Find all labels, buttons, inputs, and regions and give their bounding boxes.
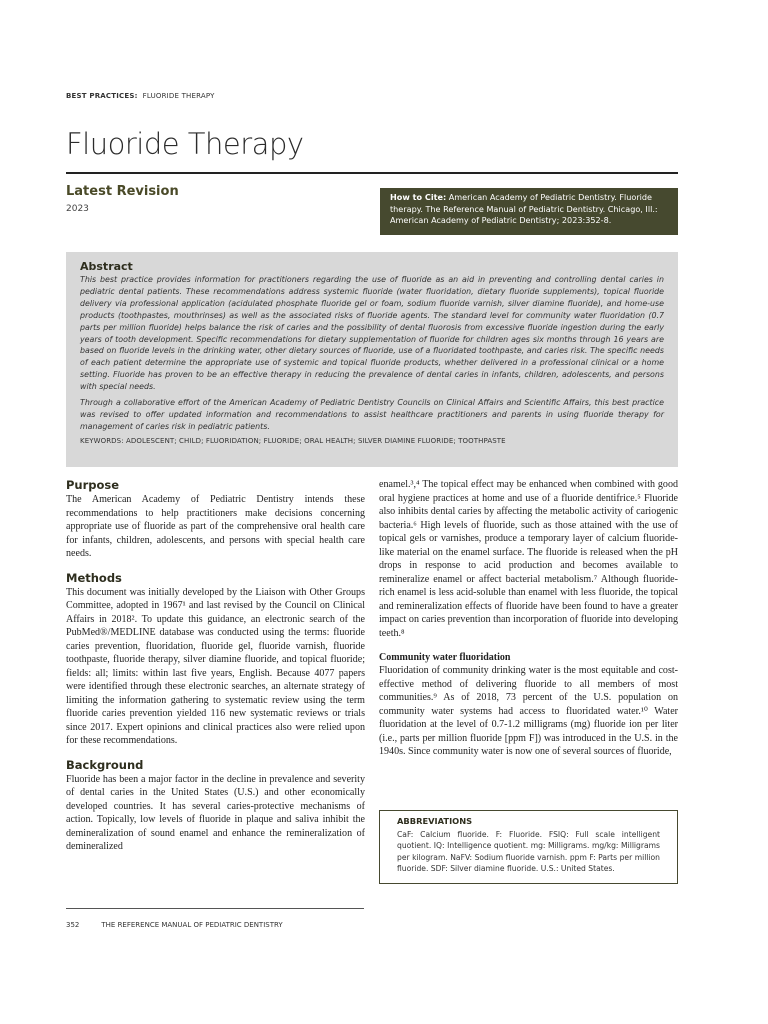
section-text-methods: This document was initially developed by the Liaison with Other Groups Committee, adopted in 1967¹ and last revised by the Council on Clinical Affairs in 2018². To update this guidance, an electronic search of the PubMed®/MEDLINE database was conducted using the terms: fluoride caries prevention, fluoridation, fluoride gel, fluoride varnish, fluoride toothpaste, fluoride therapy, silver diamine fluoride, and topical fluoride; fields: all; limits: within last five years, English. Because 4077 papers were identified through these electronic searches, an alternate strategy of limiting the information gathering to systematic review using the term fluoride caries prevention yielded 116 new systematic reviews or trials since 2017. Expert opinions and clinical practices also were relied upon for these recommendations. <box>66 586 365 746</box>
section-text-background-continued: enamel.³,⁴ The topical effect may be enhanced when combined with good oral hygiene practices at home and use of a fluoride dentifrice.⁵ Fluoride also inhibits dental caries by affecting the metabolic activity of cariogenic bacteria.⁶ High levels of fluoride, such as those attained with the use of topical gels or varnishes, produce a temporary layer of calcium fluoride-like material on the enamel surface. The fluoride is released when the pH drops in response to acid production and becomes available to remineralize enamel or affect bacterial metabolism.⁷ Although fluoride-rich enamel is less acid-soluble than enamel with less fluoride, the topical and remineralization effects of fluoride have been found to have a greater impact on caries prevention than incorporation of fluoride into developing teeth.⁸ <box>379 479 678 639</box>
right-column <box>379 478 678 769</box>
revision-heading: Latest Revision <box>66 184 179 199</box>
abstract-heading: Abstract <box>80 260 133 273</box>
section-heading-community-water: Community water fluoridation <box>379 652 511 663</box>
left-column <box>66 478 365 864</box>
breadcrumb-topic: FLUORIDE THERAPY <box>142 92 215 100</box>
abstract-paragraph: Through a collaborative effort of the American Academy of Pediatric Dentistry Councils on Clinical Affairs and Scientific Affairs, this best practice was revised to offer updated information and recommendations to assist healthcare practitioners and parents in using fluoride therapy for management of caries risk in pediatric patients. <box>80 398 664 431</box>
abbreviations-heading: ABBREVIATIONS <box>397 816 473 826</box>
page-title: Fluoride Therapy <box>66 127 304 161</box>
keywords-line: KEYWORDS: ADOLESCENT; CHILD; FLUORIDATION; FLUORIDE; ORAL HEALTH; SILVER DIAMINE FLUORIDE; TOOTHPASTE <box>80 436 506 445</box>
section-text-community-water: Fluoridation of community drinking water is the most equitable and cost-effective method of delivering fluoride to all members of most communities.⁹ As of 2018, 73 percent of the U.S. population on community water systems had access to fluoridated water.¹⁰ Water fluoridation at the level of 0.7-1.2 milligrams (mg) fluoride ion per liter (i.e., parts per million fluoride [ppm F]) was introduced in the U.S. in the 1940s. Since community water is now one of several sources of fluoride, <box>379 665 678 757</box>
abbreviations-text: CaF: Calcium fluoride. F: Fluoride. FSIQ: Full scale intelligent quotient. IQ: Intelligence quotient. mg: Milligrams. mg/kg: Milligrams per kilogram. NaFV: Sodium fluoride varnish. ppm F: Parts per million fluoride. SDF: Silver diamine fluoride. U.S.: United States. <box>397 829 660 873</box>
citation-box <box>380 188 678 235</box>
page-number: 352 <box>66 921 80 929</box>
abstract-paragraph: This best practice provides information for practitioners regarding the use of fluoride as an aid in preventing and controlling dental caries in pediatric dental patients. These recommendations address systemic fluoride (water fluoridation, dietary fluoride supplements), topical fluoride delivery via professional application (acidulated phosphate fluoride gel or foam, sodium fluoride varnish, silver diamine fluoride), and home-use products (toothpastes, mouthrinses) as well as the associated risks of fluoride agents. The standard level for community water fluoridation (0.7 parts per million fluoride) helps balance the risk of caries and the possibility of dental fluorosis from excessive fluoride ingestion during the early years of tooth development. Specific recommendations for dietary supplementation of fluoride for children ages six months through 16 years are based on fluoride levels in the drinking water, other dietary sources of fluoride, use of a fluoridated toothpaste, and caries risk. The specific needs of each patient determine the appropriate use of systemic and topical fluoride products, whether delivered in a professional clinical or a home setting. Fluoride has proven to be an effective therapy in reducing the prevalence of dental caries in infants, children, adolescents, and persons with special needs. <box>80 275 664 392</box>
section-text-background: Fluoride has been a major factor in the decline in prevalence and severity of dental caries in the United States (U.S.) and other economically developed countries. It has several caries-protective mechanisms of action. Topically, low levels of fluoride in plaque and saliva inhibit the demineralization of sound enamel and enhance the remineralization of demineralized <box>66 773 365 852</box>
section-text-purpose: The American Academy of Pediatric Dentistry intends these recommendations to help practitioners make decisions concerning appropriate use of fluoride as part of the comprehensive oral health care for infants, children, adolescents, and persons with special health care needs. <box>66 494 365 559</box>
breadcrumb <box>66 92 215 100</box>
title-divider <box>66 172 678 174</box>
section-heading-methods: Methods <box>66 570 122 585</box>
breadcrumb-section: BEST PRACTICES: <box>66 92 138 100</box>
page-footer <box>66 921 283 929</box>
abstract-box <box>66 252 678 467</box>
section-heading-purpose: Purpose <box>66 478 120 492</box>
section-heading-background: Background <box>66 757 144 772</box>
citation-label: How to Cite: <box>390 192 447 202</box>
abbreviations-box <box>379 810 678 884</box>
journal-name: THE REFERENCE MANUAL OF PEDIATRIC DENTISTRY <box>101 921 283 929</box>
citation-text: American Academy of Pediatric Dentistry. Fluoride therapy. The Reference Manual of Pediatric Dentistry. Chicago, Ill.: American Academy of Pediatric Dentistry; 2023:352-8. <box>390 192 658 225</box>
footer-divider <box>66 908 364 909</box>
revision-year: 2023 <box>66 204 89 214</box>
